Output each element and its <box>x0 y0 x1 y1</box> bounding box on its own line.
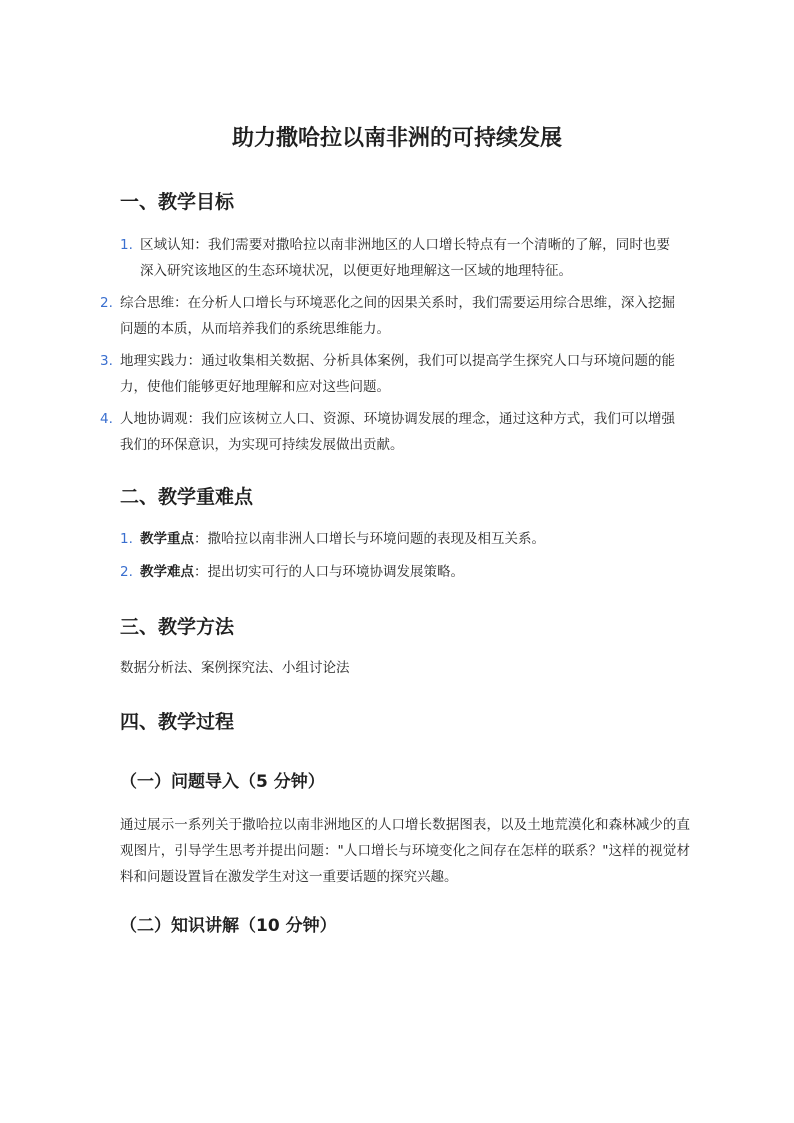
list-item-text: 人地协调观：我们应该树立人口、资源、环境协调发展的理念，通过这种方式，我们可以增强我们的环保意识，为实现可持续发展做出贡献。 <box>120 411 675 453</box>
methods-text: 数据分析法、案例探究法、小组讨论法 <box>120 660 350 676</box>
list-number: 1. <box>120 531 133 547</box>
list-item-text: 区域认知：我们需要对撒哈拉以南非洲地区的人口增长特点有一个清晰的了解，同时也要深入研究该地区的生态环境状况，以便更好地理解这一区域的地理特征。 <box>140 237 670 279</box>
section-heading-goals: 一、教学目标 <box>120 191 235 213</box>
list-item <box>120 232 670 284</box>
list-item-text: ：提出切实可行的人口与环境协调发展策略。 <box>194 564 464 580</box>
list-number: 2. <box>100 295 113 311</box>
section-heading-process: 四、教学过程 <box>120 711 235 733</box>
section-heading-methods: 三、教学方法 <box>120 616 235 638</box>
list-item <box>100 406 675 458</box>
section-heading-keypoints: 二、教学重难点 <box>120 486 254 508</box>
key-label: 教学重点 <box>140 531 194 547</box>
document-title: 助力撒哈拉以南非洲的可持续发展 <box>231 126 562 151</box>
list-number: 4. <box>100 411 113 427</box>
list-item-text: 综合思维：在分析人口增长与环境恶化之间的因果关系时，我们需要运用综合思维，深入挖掘问题的本质，从而培养我们的系统思维能力。 <box>120 295 675 337</box>
intro-paragraph: 通过展示一系列关于撒哈拉以南非洲地区的人口增长数据图表，以及土地荒漠化和森林减少的直观图片，引导学生思考并提出问题："人口增长与环境变化之间存在怎样的联系？"这样的视觉材料和问题设置旨在激发学生对这一重要话题的探究兴趣。 <box>120 817 690 885</box>
list-item <box>100 290 675 342</box>
list-number: 3. <box>100 353 113 369</box>
key-label: 教学难点 <box>140 564 194 580</box>
subsection-heading-lecture: （二）知识讲解（10 分钟） <box>120 916 337 936</box>
list-item <box>100 348 675 400</box>
list-item <box>120 559 690 585</box>
list-number: 1. <box>120 237 133 253</box>
list-number: 2. <box>120 564 133 580</box>
list-item-text: ：撒哈拉以南非洲人口增长与环境问题的表现及相互关系。 <box>194 531 545 547</box>
list-item-text: 地理实践力：通过收集相关数据、分析具体案例，我们可以提高学生探究人口与环境问题的能力，使他们能够更好地理解和应对这些问题。 <box>120 353 675 395</box>
subsection-heading-intro: （一）问题导入（5 分钟） <box>120 772 325 792</box>
list-item <box>120 526 690 552</box>
